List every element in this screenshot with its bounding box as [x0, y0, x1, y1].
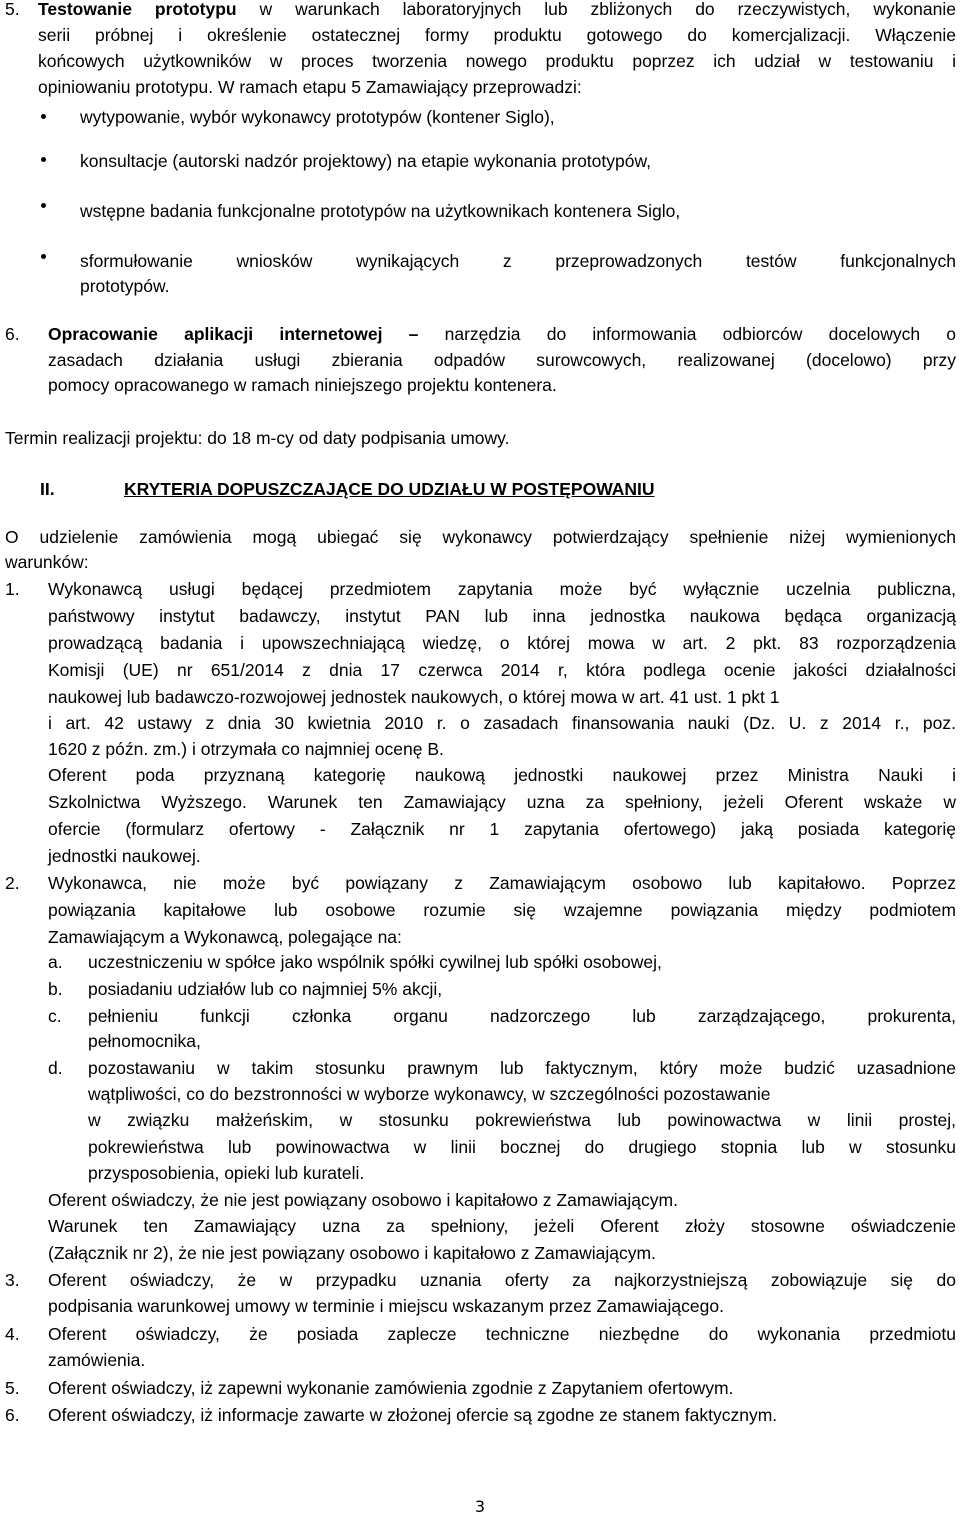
sub-a-letter: a. — [48, 952, 63, 972]
item-5-line-2: serii próbnej i określenie ostatecznej formy produktu gotowego do komercjalizacji. Włączenie — [38, 25, 956, 45]
condition-5-line: Oferent oświadczy, iż zapewni wykonanie zamówienia zgodnie z Zapytaniem ofertowym. — [48, 1378, 734, 1398]
item-5-bullet-2: konsultacje (autorski nadzór projektowy) na etapie wykonania prototypów, — [80, 151, 652, 171]
bullet-dot — [41, 254, 46, 259]
condition-2-after: (Załącznik nr 2), że nie jest powiązany osobowo i kapitałowo z Zamawiającym. — [48, 1243, 656, 1263]
item-5-bullet-4: sformułowanie wniosków wynikających z przeprowadzonych testów funkcjonalnych — [80, 251, 956, 271]
item-5-bullet-3: wstępne badania funkcjonalne prototypów na użytkownikach kontenera Siglo, — [80, 201, 681, 221]
condition-2-line: Wykonawca, nie może być powiązany z Zamawiającym osobowo lub kapitałowo. Poprzez — [48, 873, 956, 893]
condition-2-number: 2. — [5, 873, 20, 893]
intro-line-2: warunków: — [5, 552, 89, 572]
sub-c-letter: c. — [48, 1006, 62, 1026]
item-6-dash: – — [408, 324, 419, 344]
item-5-line-1-rest: w warunkach laboratoryjnych lub zbliżonych do rzeczywistych, wykonanie — [236, 0, 957, 19]
sub-d-text: w związku małżeńskim, w stosunku pokrewieństwa lub powinowactwa w linii prostej, — [88, 1110, 956, 1130]
sub-b-letter: b. — [48, 979, 63, 999]
item-6-line-2: zasadach działania usługi zbierania odpadów surowcowych, realizowanej (docelowo) przy — [48, 350, 956, 370]
condition-1-number: 1. — [5, 579, 20, 599]
item-5-number: 5. — [5, 0, 20, 19]
condition-6-line: Oferent oświadczy, iż informacje zawarte w złożonej ofercie są zgodne ze stanem faktycznym. — [48, 1405, 778, 1425]
sub-d-text: pokrewieństwa lub powinowactwa w linii bocznej do drugiego stopnia lub w stosunku — [88, 1137, 956, 1157]
item-5-bullet-1: wytypowanie, wybór wykonawcy prototypów (kontener Siglo), — [80, 107, 555, 127]
sub-d-letter: d. — [48, 1058, 63, 1078]
condition-4-line: zamówienia. — [48, 1350, 146, 1370]
condition-1-line: Szkolnictwa Wyższego. Warunek ten Zamawiający uzna za spełniony, jeżeli Oferent wskaże w — [48, 792, 956, 812]
item-5-line-3: końcowych użytkowników w proces tworzenia nowego produktu poprzez ich udział w testowaniu i — [38, 51, 956, 71]
condition-1-line: jednostki naukowej. — [48, 846, 201, 866]
condition-1-line: i art. 42 ustawy z dnia 30 kwietnia 2010 r. o zasadach finansowania nauki (Dz. U. z 2014 r., poz. — [48, 713, 956, 733]
section-2-number: II. — [40, 479, 55, 499]
condition-1-line: prowadzącą badania i upowszechniającą wiedzę, o której mowa w art. 2 pkt. 83 rozporządzenia — [48, 633, 956, 653]
section-2-title: KRYTERIA DOPUSZCZAJĄCE DO UDZIAŁU W POSTĘPOWANIU — [124, 479, 655, 499]
item-5-line-4: opiniowaniu prototypu. W ramach etapu 5 Zamawiający przeprowadzi: — [38, 77, 582, 97]
project-deadline: Termin realizacji projektu: do 18 m-cy od daty podpisania umowy. — [5, 428, 510, 448]
condition-2-after: Oferent oświadczy, że nie jest powiązany osobowo i kapitałowo z Zamawiającym. — [48, 1190, 678, 1210]
item-5-line-1 — [38, 0, 956, 22]
bullet-dot — [41, 203, 46, 208]
condition-2-line: powiązania kapitałowe lub osobowe rozumie się wzajemne powiązania między podmiotem — [48, 900, 956, 920]
sub-d-text: wątpliwości, co do bezstronności w wyborze wykonawcy, w szczególności pozostawanie — [88, 1084, 771, 1104]
condition-1-line: naukowej lub badawczo-rozwojowej jednostek naukowych, o której mowa w art. 41 ust. 1 pkt 1 — [48, 687, 780, 707]
item-6-line-3: pomocy opracowanego w ramach niniejszego projektu kontenera. — [48, 375, 557, 395]
condition-1-line: Oferent poda przyznaną kategorię naukową jednostki naukowej przez Ministra Nauki i — [48, 765, 956, 785]
condition-3-number: 3. — [5, 1270, 20, 1290]
item-6-number: 6. — [5, 324, 20, 344]
condition-4-line: Oferent oświadczy, że posiada zaplecze techniczne niezbędne do wykonania przedmiotu — [48, 1324, 956, 1344]
sub-c-text-cont: pełnomocnika, — [88, 1031, 201, 1051]
condition-1-line: Wykonawcą usługi będącej przedmiotem zapytania może być wyłącznie uczelnia publiczna, — [48, 579, 956, 599]
bullet-dot — [41, 114, 46, 119]
item-6-line-1-rest: narzędzia do informowania odbiorców docelowych o — [444, 324, 957, 344]
sub-d-text: pozostawaniu w takim stosunku prawnym lub faktycznym, który może budzić uzasadnione — [88, 1058, 956, 1078]
condition-1-line: 1620 z późn. zm.) i otrzymała co najmniej ocenę B. — [48, 739, 444, 759]
sub-d-text: przysposobienia, opieki lub kurateli. — [88, 1163, 365, 1183]
bullet-dot — [41, 157, 46, 162]
sub-b-text: posiadaniu udziałów lub co najmniej 5% akcji, — [88, 979, 443, 999]
condition-2-after: Warunek ten Zamawiający uzna za spełniony, jeżeli Oferent złoży stosowne oświadczenie — [48, 1216, 956, 1236]
sub-a-text: uczestniczeniu w spółce jako wspólnik spółki cywilnej lub spółki osobowej, — [88, 952, 662, 972]
condition-1-line: ofercie (formularz ofertowy - Załącznik nr 1 zapytania ofertowego) jaką posiada kategorię — [48, 819, 956, 839]
condition-2-line: Zamawiającym a Wykonawcą, polegające na: — [48, 927, 402, 947]
intro-line-1: O udzielenie zamówienia mogą ubiegać się wykonawcy potwierdzający spełnienie niżej wymienionych — [5, 527, 956, 547]
condition-3-line: podpisania warunkowej umowy w terminie i miejscu wskazanym przez Zamawiającego. — [48, 1296, 724, 1316]
item-5-bullet-4-cont: prototypów. — [80, 276, 170, 296]
condition-6-number: 6. — [5, 1405, 20, 1425]
item-6-heading: Opracowanie aplikacji internetowej — [48, 324, 383, 344]
condition-5-number: 5. — [5, 1378, 20, 1398]
page-number: 3 — [474, 1497, 486, 1516]
condition-1-line: Komisji (UE) nr 651/2014 z dnia 17 czerwca 2014 r, która podlega ocenie jakości działalności — [48, 660, 956, 680]
sub-c-text: pełnieniu funkcji członka organu nadzorczego lub zarządzającego, prokurenta, — [88, 1006, 956, 1026]
item-5-heading: Testowanie prototypu — [38, 0, 237, 19]
condition-1-line: państwowy instytut badawczy, instytut PAN lub inna jednostka naukowa będąca organizacją — [48, 606, 956, 626]
condition-4-number: 4. — [5, 1324, 20, 1344]
item-6-line-1 — [48, 321, 956, 347]
condition-3-line: Oferent oświadczy, że w przypadku uznania oferty za najkorzystniejszą zobowiązuje się do — [48, 1270, 956, 1290]
